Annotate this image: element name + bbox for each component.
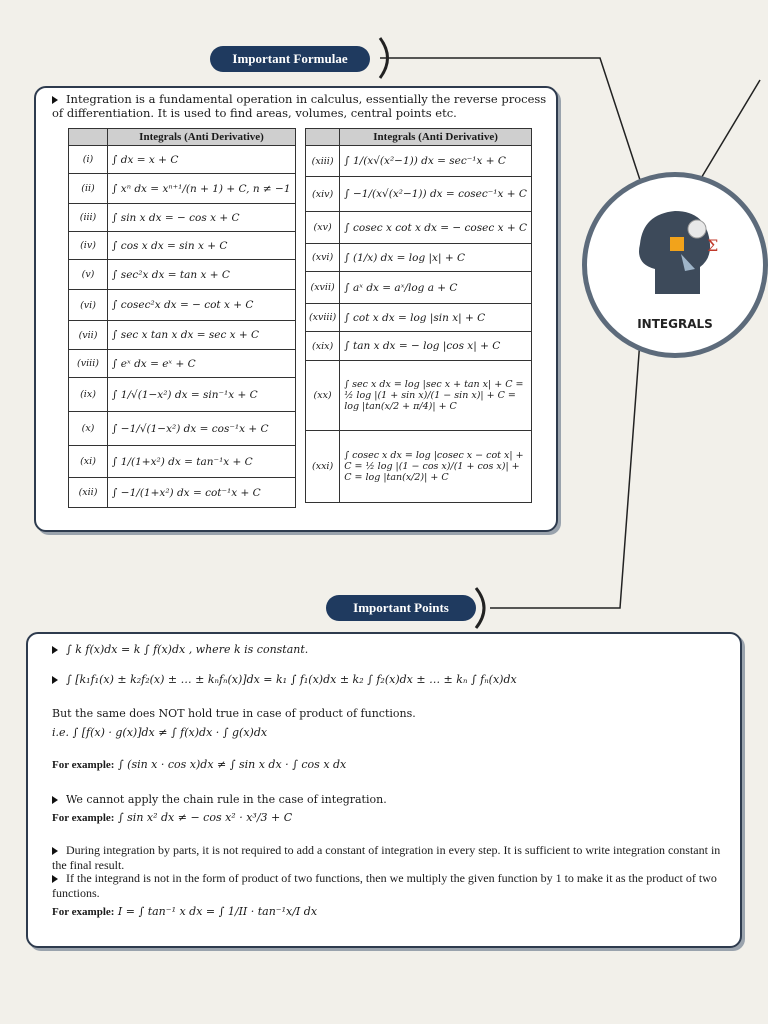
point-item [52, 673, 517, 686]
formula-index: (xiii) [306, 146, 340, 177]
point-text: We cannot apply the chain rule in the case of integration. [66, 793, 387, 806]
point-item [52, 726, 267, 739]
formula-text: ∫ −1/(1+x²) dx = cot⁻¹x + C [108, 478, 296, 508]
formula-text: ∫ cot x dx = log |sin x| + C [340, 304, 532, 332]
point-item [52, 793, 387, 806]
integrals-badge [582, 172, 768, 358]
intro-paragraph: Integration is a fundamental operation in calculus, essentially the reverse process of differentiation. It is used to find areas, volumes, central points etc. [52, 92, 547, 120]
formula-row [69, 321, 296, 350]
table-header: Integrals (Anti Derivative) [340, 129, 532, 146]
formula-row [306, 361, 532, 431]
head-silhouette-icon [615, 199, 735, 299]
formula-text: ∫ 1/(1+x²) dx = tan⁻¹x + C [108, 446, 296, 478]
important-formulae-pill: Important Formulae [210, 46, 370, 72]
formula-row [69, 446, 296, 478]
formula-text: ∫ sin x dx = − cos x + C [108, 204, 296, 232]
formula-text: ∫ eˣ dx = eˣ + C [108, 350, 296, 378]
point-text: ∫ k f(x)dx = k ∫ f(x)dx , where k is constant. [66, 643, 309, 656]
formula-row [306, 177, 532, 212]
formula-text: ∫ cosec x dx = log |cosec x − cot x| + C = ½ log |(1 − cos x)/(1 + cos x)| + C = log |tan(x/2)| + C [340, 431, 532, 503]
formula-text: ∫ tan x dx = − log |cos x| + C [340, 332, 532, 361]
bullet-icon [52, 646, 58, 654]
point-item [52, 843, 732, 873]
bullet-icon [52, 96, 58, 104]
formula-index: (xv) [306, 212, 340, 244]
example-label: For example: [52, 812, 115, 824]
formula-text: ∫ sec x dx = log |sec x + tan x| + C = ½ log |(1 + sin x)/(1 − sin x)| + C = log |tan(x/2 + π/4)| + C [340, 361, 532, 431]
formula-index: (viii) [69, 350, 108, 378]
point-item [52, 905, 317, 918]
point-item [52, 871, 732, 901]
point-item [52, 758, 346, 771]
formula-row [306, 244, 532, 272]
formula-text: ∫ sec x tan x dx = sec x + C [108, 321, 296, 350]
formula-text: ∫ xⁿ dx = xⁿ⁺¹/(n + 1) + C, n ≠ −1 [108, 174, 296, 204]
left-formula-table [68, 128, 296, 508]
formula-index: (vi) [69, 290, 108, 321]
formula-row [69, 478, 296, 508]
intro-text [52, 92, 547, 120]
formula-index: (i) [69, 146, 108, 174]
formula-index: (ii) [69, 174, 108, 204]
formula-index: (xx) [306, 361, 340, 431]
formula-text: ∫ dx = x + C [108, 146, 296, 174]
formula-index: (xxi) [306, 431, 340, 503]
formula-index: (xvi) [306, 244, 340, 272]
formula-row [306, 212, 532, 244]
formula-index: (iv) [69, 232, 108, 260]
point-text: If the integrand is not in the form of product of two functions, then we multiply the given function by 1 to make it as the product of two functions. [52, 871, 717, 900]
formula-row [69, 290, 296, 321]
table-header-idx [306, 129, 340, 146]
formula-index: (xviii) [306, 304, 340, 332]
formula-text: ∫ 1/(x√(x²−1)) dx = sec⁻¹x + C [340, 146, 532, 177]
point-text: ∫ [k₁f₁(x) ± k₂f₂(x) ± … ± kₙfₙ(x)]dx = k₁ ∫ f₁(x)dx ± k₂ ∫ f₂(x)dx ± … ± kₙ ∫ fₙ(x)dx [66, 673, 517, 686]
formula-index: (x) [69, 412, 108, 446]
formula-text: ∫ cos x dx = sin x + C [108, 232, 296, 260]
formula-row [306, 332, 532, 361]
table-header-idx [69, 129, 108, 146]
formula-text: ∫ aˣ dx = aˣ/log a + C [340, 272, 532, 304]
formula-text: ∫ sec²x dx = tan x + C [108, 260, 296, 290]
bullet-icon [52, 796, 58, 804]
formula-row [69, 232, 296, 260]
formula-text: ∫ (1/x) dx = log |x| + C [340, 244, 532, 272]
point-text: i.e. ∫ [f(x) · g(x)]dx ≠ ∫ f(x)dx · ∫ g(x)dx [52, 726, 268, 739]
point-text: But the same does NOT hold true in case of product of functions. [52, 707, 416, 720]
formula-row [306, 304, 532, 332]
formula-index: (xi) [69, 446, 108, 478]
formula-row [306, 146, 532, 177]
formula-text: ∫ −1/(x√(x²−1)) dx = cosec⁻¹x + C [340, 177, 532, 212]
formula-index: (xvii) [306, 272, 340, 304]
example-label: For example: [52, 759, 115, 771]
point-text: ∫ sin x² dx ≠ − cos x² · x³/3 + C [117, 811, 293, 824]
formula-index: (xix) [306, 332, 340, 361]
point-item [52, 707, 416, 720]
svg-text:Σ: Σ [707, 236, 719, 255]
formula-text: ∫ cosec x cot x dx = − cosec x + C [340, 212, 532, 244]
formula-row [69, 146, 296, 174]
point-item [52, 811, 292, 824]
formula-text: ∫ cosec²x dx = − cot x + C [108, 290, 296, 321]
bullet-icon [52, 676, 58, 684]
formula-row [306, 431, 532, 503]
formula-index: (ix) [69, 378, 108, 412]
formula-index: (iii) [69, 204, 108, 232]
formula-row [69, 350, 296, 378]
formula-text: ∫ −1/√(1−x²) dx = cos⁻¹x + C [108, 412, 296, 446]
point-text: During integration by parts, it is not required to add a constant of integration in every step. It is sufficient to write integration constant in the final result. [52, 843, 721, 872]
formula-row [69, 412, 296, 446]
formula-row [306, 272, 532, 304]
right-formula-table [305, 128, 532, 503]
formula-index: (v) [69, 260, 108, 290]
point-text: I = ∫ tan⁻¹ x dx = ∫ 1/II · tan⁻¹x/I dx [117, 905, 318, 918]
formula-text: ∫ 1/√(1−x²) dx = sin⁻¹x + C [108, 378, 296, 412]
formula-row [69, 174, 296, 204]
formula-row [69, 204, 296, 232]
table-header: Integrals (Anti Derivative) [108, 129, 296, 146]
point-text: ∫ (sin x · cos x)dx ≠ ∫ sin x dx · ∫ cos x dx [117, 758, 347, 771]
example-label: For example: [52, 906, 115, 918]
badge-label: INTEGRALS [637, 317, 713, 331]
bullet-icon [52, 875, 58, 883]
formula-index: (xii) [69, 478, 108, 508]
formula-index: (vii) [69, 321, 108, 350]
formula-index: (xiv) [306, 177, 340, 212]
bullet-icon [52, 847, 58, 855]
important-points-pill: Important Points [326, 595, 476, 621]
point-item [52, 643, 308, 656]
formula-row [69, 378, 296, 412]
formula-row [69, 260, 296, 290]
